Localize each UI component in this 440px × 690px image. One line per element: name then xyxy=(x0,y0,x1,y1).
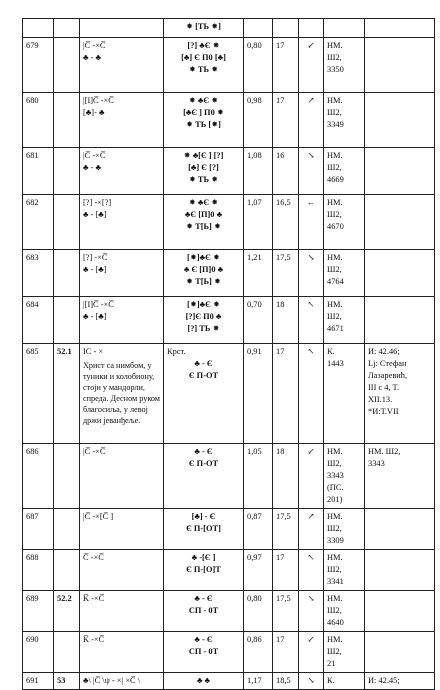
weight-value: 1,21 xyxy=(247,253,262,262)
collection-line: НМ. xyxy=(327,447,343,456)
reverse-line: Є П-[ОТ] xyxy=(186,524,221,533)
obverse-cell xyxy=(80,591,164,632)
reference-cell xyxy=(365,509,435,550)
reverse-line: ♣ - Є xyxy=(194,359,213,368)
collection-line: Ш2, xyxy=(327,265,342,274)
catalogue-number: 689 xyxy=(26,594,39,603)
table-row xyxy=(23,509,435,550)
axis-cell xyxy=(299,297,324,344)
obverse-cell xyxy=(80,444,164,509)
obverse-line: IC - × xyxy=(83,347,104,356)
weight-value: 0,70 xyxy=(247,300,262,309)
die-axis-arrow-icon: ↖ xyxy=(307,553,315,562)
weight-cell xyxy=(244,591,273,632)
die-axis-arrow-icon: ↙ xyxy=(307,447,315,456)
diameter-value: 17,5 xyxy=(276,512,291,521)
diameter-cell xyxy=(273,38,299,93)
type-cell xyxy=(54,148,80,195)
diameter-value: 17 xyxy=(276,347,285,356)
collection-cell xyxy=(324,250,365,297)
table-row xyxy=(23,344,435,444)
reverse-line: Є П-ОТ xyxy=(188,459,219,468)
collection-line: Ш2, xyxy=(327,524,342,533)
obverse-line: K̅ -×C̅ xyxy=(83,594,105,603)
diameter-value: 17 xyxy=(276,96,285,105)
die-axis-arrow-icon: ← xyxy=(306,198,316,207)
weight-cell xyxy=(244,250,273,297)
weight-value: 0,91 xyxy=(247,347,262,356)
diameter-value: 18 xyxy=(276,447,285,456)
weight-cell xyxy=(244,19,273,38)
obverse-description: Христ са нимбом, у туники и колобиону, стоји у мандорли, спреда. Десном руком благосиља, у левој држи јеванђеље. xyxy=(83,361,160,425)
catalogue-table xyxy=(22,18,435,690)
type-number: 52.2 xyxy=(57,594,72,603)
weight-value: 0,80 xyxy=(247,594,262,603)
table-row xyxy=(23,38,435,93)
reverse-cell xyxy=(164,673,244,690)
obverse-line: K̅ -×C̅ xyxy=(83,635,105,644)
type-number: 52.1 xyxy=(57,347,72,356)
collection-line: Ш2, xyxy=(327,647,342,656)
catalogue-number: 681 xyxy=(26,151,39,160)
catalogue-number: 686 xyxy=(26,447,39,456)
axis-cell xyxy=(299,444,324,509)
reference-cell xyxy=(365,195,435,250)
reverse-cell xyxy=(164,250,244,297)
weight-cell xyxy=(244,550,273,591)
reference-cell xyxy=(365,148,435,195)
reference-cell xyxy=(365,344,435,444)
obverse-cell xyxy=(80,250,164,297)
collection-line: Ш2, xyxy=(327,210,342,219)
no-cell xyxy=(23,344,54,444)
axis-cell xyxy=(299,632,324,673)
collection-line: Ш2, xyxy=(327,108,342,117)
reference-line: III c 4, T. xyxy=(368,383,400,392)
obverse-line: C̅ -×C̅ xyxy=(83,553,104,562)
reference-line: *И:Т.VII xyxy=(368,407,399,416)
die-axis-arrow-icon: ↖ xyxy=(307,300,315,309)
obverse-cell xyxy=(80,632,164,673)
catalogue-number: 679 xyxy=(26,41,39,50)
axis-cell xyxy=(299,38,324,93)
no-cell xyxy=(23,19,54,38)
obverse-cell xyxy=(80,344,164,444)
diameter-cell xyxy=(273,297,299,344)
collection-cell xyxy=(324,19,365,38)
no-cell xyxy=(23,195,54,250)
weight-cell xyxy=(244,38,273,93)
axis-cell xyxy=(299,509,324,550)
weight-cell xyxy=(244,93,273,148)
type-cell xyxy=(54,509,80,550)
reverse-line: Є П-ОТ xyxy=(188,371,219,380)
type-cell xyxy=(54,93,80,148)
obverse-line: [♣]- ♣ xyxy=(83,108,105,117)
collection-line: 201) xyxy=(327,495,343,504)
collection-line: НМ. xyxy=(327,198,343,207)
diameter-cell xyxy=(273,591,299,632)
reverse-label: Крст. xyxy=(167,347,186,356)
weight-value: 1,17 xyxy=(247,676,262,685)
table-row xyxy=(23,148,435,195)
collection-line: 3343 xyxy=(327,471,344,480)
weight-cell xyxy=(244,195,273,250)
reference-cell xyxy=(365,591,435,632)
collection-line: НМ. xyxy=(327,512,343,521)
collection-line: 21 xyxy=(327,659,336,668)
reverse-line: [?] ТЬ ⁕ xyxy=(187,324,220,333)
no-cell xyxy=(23,93,54,148)
reverse-line: ♣ -[Є ] xyxy=(191,553,216,562)
collection-cell xyxy=(324,297,365,344)
reverse-line: [♣] Є П0 [♣] xyxy=(181,53,226,62)
weight-cell xyxy=(244,632,273,673)
diameter-value: 16,5 xyxy=(276,198,291,207)
no-cell xyxy=(23,550,54,591)
type-cell xyxy=(54,195,80,250)
weight-cell xyxy=(244,673,273,690)
type-cell xyxy=(54,673,80,690)
table-row xyxy=(23,591,435,632)
diameter-cell xyxy=(273,444,299,509)
collection-line: 3350 xyxy=(327,65,344,74)
reverse-cell xyxy=(164,632,244,673)
collection-cell xyxy=(324,38,365,93)
reverse-line: ♣ ♣ xyxy=(196,676,211,685)
catalogue-number: 684 xyxy=(26,300,39,309)
type-number: 53 xyxy=(57,676,66,685)
reverse-cell xyxy=(164,19,244,38)
reverse-cell xyxy=(164,93,244,148)
reverse-cell xyxy=(164,509,244,550)
weight-value: 0,80 xyxy=(247,41,262,50)
table-row xyxy=(23,632,435,673)
reverse-cell xyxy=(164,550,244,591)
diameter-cell xyxy=(273,509,299,550)
reverse-line: [⁕]♣Є ⁕ xyxy=(187,253,220,262)
diameter-value: 17,5 xyxy=(276,253,291,262)
obverse-line: ♣ - [♣] xyxy=(83,312,107,321)
axis-cell xyxy=(299,591,324,632)
weight-cell xyxy=(244,297,273,344)
diameter-cell xyxy=(273,93,299,148)
weight-cell xyxy=(244,444,273,509)
table-row xyxy=(23,444,435,509)
reverse-line: [?]Є П0 ♣ xyxy=(185,312,222,321)
die-axis-arrow-icon: ↘ xyxy=(307,253,315,262)
reference-cell xyxy=(365,673,435,690)
diameter-cell xyxy=(273,250,299,297)
collection-line: 3341 xyxy=(327,577,344,586)
diameter-cell xyxy=(273,673,299,690)
collection-line: НМ. xyxy=(327,253,343,262)
collection-line: К. xyxy=(327,676,335,685)
no-cell xyxy=(23,38,54,93)
collection-line: НМ. xyxy=(327,41,343,50)
reference-line: НМ. Ш2, xyxy=(368,447,401,456)
collection-line: НМ. xyxy=(327,553,343,562)
weight-value: 0,86 xyxy=(247,635,262,644)
no-cell xyxy=(23,509,54,550)
obverse-line: |[I]C̅ -×C̅ xyxy=(83,300,114,309)
no-cell xyxy=(23,444,54,509)
collection-line: Ш2, xyxy=(327,53,342,62)
reverse-line: ⁕ ТЬ [⁕] xyxy=(186,120,221,129)
obverse-line: |C̅ -×C̅ xyxy=(83,41,106,50)
reference-cell xyxy=(365,632,435,673)
reference-line: XII.13. xyxy=(368,395,393,404)
collection-line: Ш2, xyxy=(327,459,342,468)
reverse-line: ⁕ ♣Є ⁕ xyxy=(188,198,219,207)
axis-cell xyxy=(299,550,324,591)
diameter-value: 17 xyxy=(276,553,285,562)
obverse-cell xyxy=(80,93,164,148)
obverse-cell xyxy=(80,297,164,344)
catalogue-number: 680 xyxy=(26,96,39,105)
diameter-cell xyxy=(273,19,299,38)
reverse-line: ⁕ Т[Ь] ⁕ xyxy=(186,277,221,286)
type-cell xyxy=(54,632,80,673)
catalogue-number: 683 xyxy=(26,253,39,262)
axis-cell xyxy=(299,250,324,297)
diameter-cell xyxy=(273,148,299,195)
obverse-cell xyxy=(80,673,164,690)
obverse-cell xyxy=(80,19,164,38)
obverse-line: [?] -×[?] xyxy=(83,198,112,207)
collection-cell xyxy=(324,344,365,444)
weight-value: 0,97 xyxy=(247,553,262,562)
collection-line: Ш2, xyxy=(327,565,342,574)
diameter-value: 16 xyxy=(276,151,285,160)
weight-cell xyxy=(244,344,273,444)
reference-cell xyxy=(365,38,435,93)
reverse-line: ♣Є [П]0 ♣ xyxy=(184,210,223,219)
collection-line: НМ. xyxy=(327,151,343,160)
axis-cell xyxy=(299,344,324,444)
axis-cell xyxy=(299,673,324,690)
weight-value: 0,98 xyxy=(247,96,262,105)
die-axis-arrow-icon: ↙ xyxy=(307,635,315,644)
die-axis-arrow-icon: ↗ xyxy=(307,512,315,521)
obverse-line: [?] -×C̅ xyxy=(83,253,108,262)
diameter-cell xyxy=(273,344,299,444)
reverse-cell xyxy=(164,297,244,344)
axis-cell xyxy=(299,148,324,195)
type-cell xyxy=(54,444,80,509)
collection-line: НМ. xyxy=(327,96,343,105)
reference-cell xyxy=(365,297,435,344)
collection-cell xyxy=(324,673,365,690)
collection-line: (ПС. xyxy=(327,483,344,492)
reverse-line: [?] ♣Є ⁕ xyxy=(187,41,220,50)
type-cell xyxy=(54,297,80,344)
axis-cell xyxy=(299,195,324,250)
obverse-cell xyxy=(80,195,164,250)
diameter-cell xyxy=(273,550,299,591)
type-cell xyxy=(54,344,80,444)
reference-cell xyxy=(365,550,435,591)
table-row xyxy=(23,19,435,38)
collection-line: 4640 xyxy=(327,618,344,627)
die-axis-arrow-icon: ↖ xyxy=(307,347,315,356)
catalogue-number: 690 xyxy=(26,635,39,644)
reference-cell xyxy=(365,444,435,509)
reverse-line: [♣] - Є xyxy=(191,512,216,521)
no-cell xyxy=(23,250,54,297)
table-row xyxy=(23,195,435,250)
reference-line: Лазаревић, xyxy=(368,371,408,380)
collection-line: 4764 xyxy=(327,277,344,286)
axis-cell xyxy=(299,93,324,148)
diameter-value: 18,5 xyxy=(276,676,291,685)
catalogue-body xyxy=(23,19,435,690)
table-row xyxy=(23,93,435,148)
weight-value: 0,87 xyxy=(247,512,262,521)
collection-line: 3309 xyxy=(327,536,344,545)
reverse-line: [⁕]♣Є ⁕ xyxy=(187,300,220,309)
weight-value: 1,05 xyxy=(247,447,262,456)
reference-cell xyxy=(365,250,435,297)
collection-cell xyxy=(324,93,365,148)
type-cell xyxy=(54,19,80,38)
collection-line: Ш2, xyxy=(327,606,342,615)
type-cell xyxy=(54,250,80,297)
diameter-cell xyxy=(273,195,299,250)
weight-cell xyxy=(244,148,273,195)
diameter-cell xyxy=(273,632,299,673)
obverse-line: |C̅ -×[C̅ ] xyxy=(83,512,114,521)
reverse-cell xyxy=(164,444,244,509)
die-axis-arrow-icon: ↘ xyxy=(307,151,315,160)
collection-line: 3349 xyxy=(327,120,344,129)
reverse-cell xyxy=(164,591,244,632)
diameter-value: 18 xyxy=(276,300,285,309)
axis-cell xyxy=(299,19,324,38)
reverse-line: ⁕ ♣[Є ] [?] xyxy=(183,151,224,160)
obverse-cell xyxy=(80,148,164,195)
reference-cell xyxy=(365,19,435,38)
reverse-line: ♣ - Є xyxy=(194,594,213,603)
collection-line: НМ. xyxy=(327,635,343,644)
die-axis-arrow-icon: ↘ xyxy=(307,676,315,685)
weight-value: 1,08 xyxy=(247,151,262,160)
obverse-cell xyxy=(80,550,164,591)
table-row xyxy=(23,550,435,591)
reference-line: И: 42.46; xyxy=(368,347,400,356)
reverse-line: ♣ Є [П]0 ♣ xyxy=(183,265,224,274)
collection-line: 4670 xyxy=(327,222,344,231)
no-cell xyxy=(23,297,54,344)
collection-line: Ш2, xyxy=(327,163,342,172)
no-cell xyxy=(23,673,54,690)
reverse-cell xyxy=(164,148,244,195)
no-cell xyxy=(23,632,54,673)
obverse-cell xyxy=(80,38,164,93)
reverse-line: СП - 0Т xyxy=(188,647,219,656)
collection-cell xyxy=(324,550,365,591)
collection-cell xyxy=(324,591,365,632)
no-cell xyxy=(23,148,54,195)
reverse-cell xyxy=(164,195,244,250)
diameter-value: 17 xyxy=(276,41,285,50)
reference-line: И: 42.45; xyxy=(368,676,400,685)
obverse-line: ♣\ |C̅ \ψ - ×| ×C̅ \ xyxy=(83,676,141,685)
die-axis-arrow-icon: ↘ xyxy=(307,594,315,603)
reference-line: 3343 xyxy=(368,459,385,468)
type-cell xyxy=(54,591,80,632)
diameter-value: 17,5 xyxy=(276,594,291,603)
table-row xyxy=(23,673,435,690)
obverse-line: |[I]C̅ -×C̅ xyxy=(83,96,114,105)
reference-line: Lj: Стефан xyxy=(368,359,407,368)
collection-line: 1443 xyxy=(327,359,344,368)
reverse-line: ♣ - Є xyxy=(194,635,213,644)
reverse-line: ⁕ ТЬ ⁕ xyxy=(188,65,219,74)
die-axis-arrow-icon: ↗ xyxy=(307,96,315,105)
weight-value: 1,07 xyxy=(247,198,262,207)
collection-cell xyxy=(324,632,365,673)
reverse-line: ⁕ ТЬ ⁕ xyxy=(188,175,219,184)
reverse-line: ♣ - Є xyxy=(194,447,213,456)
reverse-line: ⁕ Т[Ь] ⁕ xyxy=(186,222,221,231)
catalogue-number: 685 xyxy=(26,347,39,356)
collection-cell xyxy=(324,509,365,550)
die-axis-arrow-icon: ↙ xyxy=(307,41,315,50)
collection-line: К. xyxy=(327,347,335,356)
obverse-cell xyxy=(80,509,164,550)
obverse-line: ♣ - [♣] xyxy=(83,210,107,219)
reverse-line: [♣] Є [?] xyxy=(188,163,219,172)
collection-line: 4669 xyxy=(327,175,344,184)
type-cell xyxy=(54,38,80,93)
collection-line: НМ. xyxy=(327,594,343,603)
diameter-value: 17 xyxy=(276,635,285,644)
reverse-cell xyxy=(164,38,244,93)
catalogue-number: 688 xyxy=(26,553,39,562)
obverse-line: ♣ - [♣] xyxy=(83,265,107,274)
table-row xyxy=(23,297,435,344)
collection-line: 4671 xyxy=(327,324,344,333)
table-row xyxy=(23,250,435,297)
collection-line: НМ. xyxy=(327,300,343,309)
weight-cell xyxy=(244,509,273,550)
reverse-line: ⁕ ♣Є ⁕ xyxy=(188,96,219,105)
reverse-line: [♣Є ] П0 ⁕ xyxy=(183,108,224,117)
reverse-line: СП - 0Т xyxy=(188,606,219,615)
obverse-line: ♣ - ♣ xyxy=(83,163,101,172)
reverse-cell xyxy=(164,344,244,444)
collection-cell xyxy=(324,195,365,250)
no-cell xyxy=(23,591,54,632)
catalogue-number: 691 xyxy=(26,676,39,685)
catalogue-number: 687 xyxy=(26,512,39,521)
reverse-line: Є П-[О]Т xyxy=(186,565,221,574)
obverse-line: ♣ - ♣ xyxy=(83,53,101,62)
obverse-line: |C̅ -×C̅ xyxy=(83,151,106,160)
collection-cell xyxy=(324,444,365,509)
obverse-line: |C̅ -×C̅ xyxy=(83,447,106,456)
type-cell xyxy=(54,550,80,591)
reverse-line: ⁕ [ТЬ ⁕] xyxy=(186,22,221,31)
catalogue-number: 682 xyxy=(26,198,39,207)
reference-cell xyxy=(365,93,435,148)
collection-line: Ш2, xyxy=(327,312,342,321)
collection-cell xyxy=(324,148,365,195)
